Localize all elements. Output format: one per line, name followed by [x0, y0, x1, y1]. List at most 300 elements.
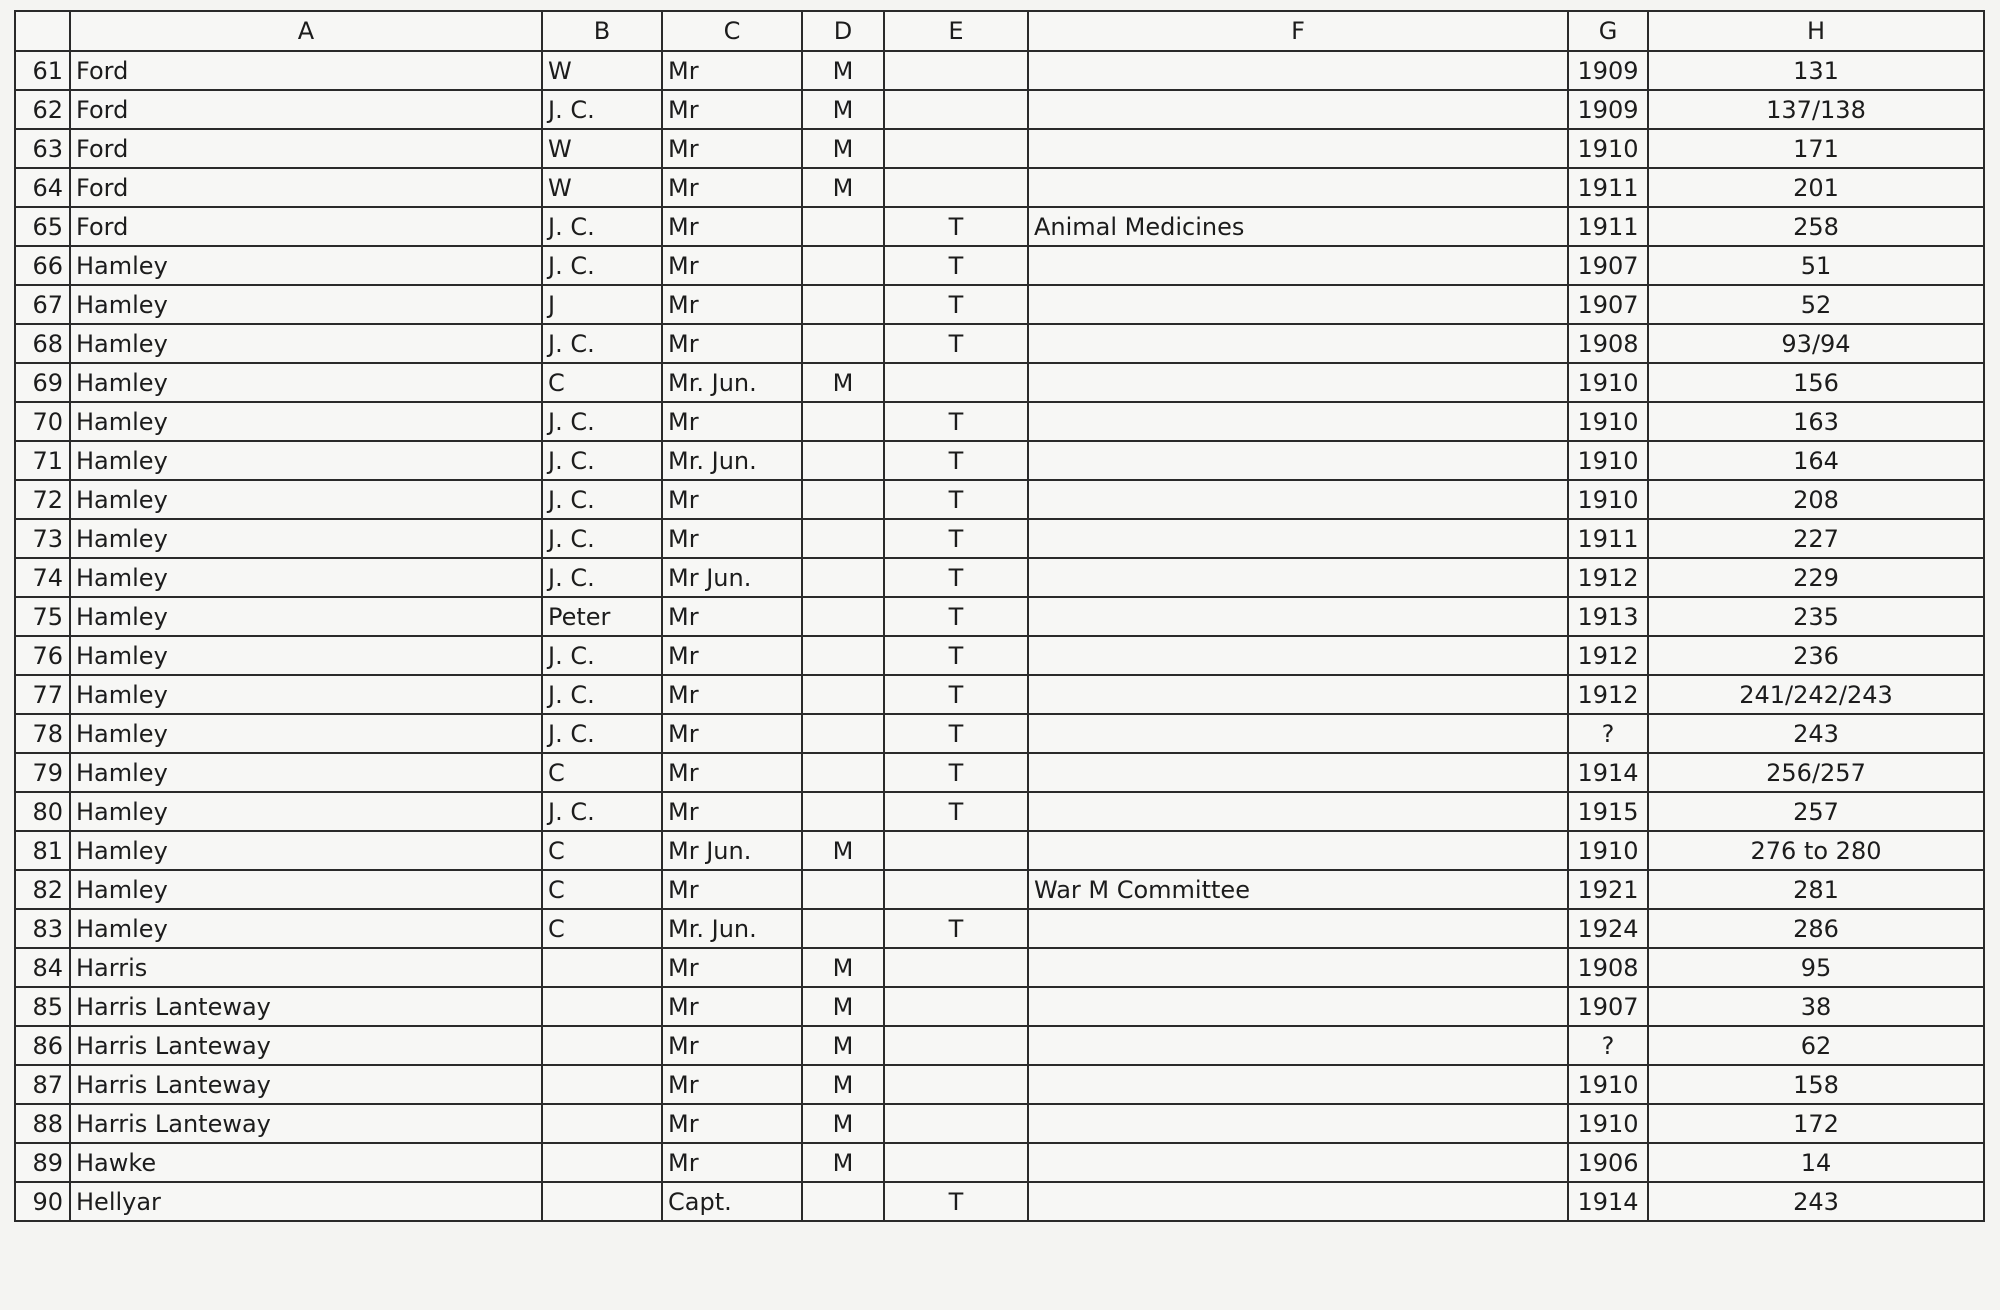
cell-a[interactable]: Hamley — [70, 285, 542, 324]
cell-e[interactable] — [884, 1104, 1028, 1143]
cell-c[interactable]: Mr — [662, 1026, 802, 1065]
cell-b[interactable]: W — [542, 129, 662, 168]
cell-c[interactable]: Mr — [662, 1065, 802, 1104]
cell-d[interactable] — [802, 480, 884, 519]
cell-c[interactable]: Mr — [662, 753, 802, 792]
cell-c[interactable]: Mr — [662, 402, 802, 441]
cell-f[interactable] — [1028, 246, 1568, 285]
cell-a[interactable]: Hamley — [70, 324, 542, 363]
cell-h[interactable]: 286 — [1648, 909, 1984, 948]
cell-d[interactable]: M — [802, 363, 884, 402]
cell-g[interactable]: 1911 — [1568, 207, 1648, 246]
cell-a[interactable]: Harris Lanteway — [70, 987, 542, 1026]
cell-b[interactable]: J. C. — [542, 792, 662, 831]
cell-a[interactable]: Harris Lanteway — [70, 1104, 542, 1143]
cell-h[interactable]: 171 — [1648, 129, 1984, 168]
cell-f[interactable] — [1028, 1182, 1568, 1221]
cell-a[interactable]: Hamley — [70, 753, 542, 792]
cell-a[interactable]: Ford — [70, 129, 542, 168]
cell-f[interactable] — [1028, 714, 1568, 753]
cell-a[interactable]: Hamley — [70, 675, 542, 714]
corner-cell[interactable] — [15, 11, 70, 51]
table-row — [15, 909, 1984, 948]
table-row — [15, 519, 1984, 558]
cell-a[interactable]: Hawke — [70, 1143, 542, 1182]
cell-d[interactable] — [802, 792, 884, 831]
cell-a[interactable]: Hamley — [70, 480, 542, 519]
cell-d[interactable]: M — [802, 129, 884, 168]
cell-c[interactable]: Mr — [662, 636, 802, 675]
row-number[interactable]: 88 — [15, 1104, 70, 1143]
cell-f[interactable] — [1028, 597, 1568, 636]
cell-b[interactable]: C — [542, 870, 662, 909]
cell-c[interactable]: Mr — [662, 519, 802, 558]
cell-b[interactable]: J. C. — [542, 480, 662, 519]
cell-e[interactable] — [884, 870, 1028, 909]
table-row — [15, 792, 1984, 831]
cell-e[interactable] — [884, 90, 1028, 129]
cell-h[interactable]: 95 — [1648, 948, 1984, 987]
cell-h[interactable]: 201 — [1648, 168, 1984, 207]
cell-b[interactable]: C — [542, 363, 662, 402]
cell-g[interactable]: 1910 — [1568, 363, 1648, 402]
cell-b[interactable]: J. C. — [542, 714, 662, 753]
cell-f[interactable]: War M Committee — [1028, 870, 1568, 909]
column-header-d[interactable]: D — [802, 11, 884, 51]
cell-g[interactable]: 1907 — [1568, 246, 1648, 285]
row-number[interactable]: 81 — [15, 831, 70, 870]
cell-f[interactable] — [1028, 168, 1568, 207]
cell-f[interactable] — [1028, 987, 1568, 1026]
cell-f[interactable] — [1028, 363, 1568, 402]
cell-h[interactable]: 229 — [1648, 558, 1984, 597]
cell-f[interactable] — [1028, 1104, 1568, 1143]
cell-f[interactable] — [1028, 792, 1568, 831]
cell-e[interactable]: T — [884, 402, 1028, 441]
cell-f[interactable] — [1028, 1065, 1568, 1104]
cell-g[interactable]: 1910 — [1568, 480, 1648, 519]
cell-g[interactable]: 1911 — [1568, 519, 1648, 558]
cell-a[interactable]: Hamley — [70, 363, 542, 402]
cell-h[interactable]: 256/257 — [1648, 753, 1984, 792]
table-row — [15, 129, 1984, 168]
cell-b[interactable]: J. C. — [542, 402, 662, 441]
row-number[interactable]: 76 — [15, 636, 70, 675]
cell-h[interactable]: 243 — [1648, 714, 1984, 753]
row-number[interactable]: 64 — [15, 168, 70, 207]
row-number[interactable]: 66 — [15, 246, 70, 285]
row-number[interactable]: 67 — [15, 285, 70, 324]
cell-f[interactable] — [1028, 753, 1568, 792]
cell-a[interactable]: Hamley — [70, 441, 542, 480]
cell-a[interactable]: Ford — [70, 51, 542, 90]
cell-f[interactable] — [1028, 324, 1568, 363]
cell-h[interactable]: 137/138 — [1648, 90, 1984, 129]
cell-a[interactable]: Hamley — [70, 831, 542, 870]
cell-h[interactable]: 93/94 — [1648, 324, 1984, 363]
cell-g[interactable]: 1910 — [1568, 1104, 1648, 1143]
cell-d[interactable]: M — [802, 90, 884, 129]
row-number[interactable]: 78 — [15, 714, 70, 753]
table-row — [15, 558, 1984, 597]
cell-e[interactable]: T — [884, 285, 1028, 324]
cell-b[interactable]: W — [542, 51, 662, 90]
cell-f[interactable] — [1028, 948, 1568, 987]
cell-b[interactable]: J. C. — [542, 519, 662, 558]
cell-e[interactable]: T — [884, 675, 1028, 714]
row-number[interactable]: 70 — [15, 402, 70, 441]
cell-c[interactable]: Mr Jun. — [662, 831, 802, 870]
column-header-g[interactable]: G — [1568, 11, 1648, 51]
row-number[interactable]: 72 — [15, 480, 70, 519]
cell-b[interactable]: J. C. — [542, 558, 662, 597]
cell-h[interactable]: 276 to 280 — [1648, 831, 1984, 870]
cell-e[interactable] — [884, 51, 1028, 90]
cell-c[interactable]: Mr. Jun. — [662, 363, 802, 402]
cell-c[interactable]: Mr — [662, 168, 802, 207]
row-number[interactable]: 86 — [15, 1026, 70, 1065]
cell-g[interactable]: 1912 — [1568, 636, 1648, 675]
cell-b[interactable]: J. C. — [542, 675, 662, 714]
cell-h[interactable]: 208 — [1648, 480, 1984, 519]
column-header-e[interactable]: E — [884, 11, 1028, 51]
cell-e[interactable] — [884, 1065, 1028, 1104]
cell-c[interactable]: Mr. Jun. — [662, 441, 802, 480]
cell-f[interactable] — [1028, 129, 1568, 168]
cell-g[interactable]: 1924 — [1568, 909, 1648, 948]
cell-a[interactable]: Hellyar — [70, 1182, 542, 1221]
cell-b[interactable] — [542, 1182, 662, 1221]
cell-a[interactable]: Ford — [70, 90, 542, 129]
cell-g[interactable]: 1909 — [1568, 90, 1648, 129]
table-row — [15, 987, 1984, 1026]
cell-g[interactable]: 1913 — [1568, 597, 1648, 636]
cell-g[interactable]: 1910 — [1568, 1065, 1648, 1104]
cell-d[interactable] — [802, 753, 884, 792]
cell-e[interactable] — [884, 168, 1028, 207]
cell-g[interactable]: 1912 — [1568, 675, 1648, 714]
cell-h[interactable]: 158 — [1648, 1065, 1984, 1104]
cell-d[interactable] — [802, 558, 884, 597]
row-number[interactable]: 83 — [15, 909, 70, 948]
cell-c[interactable]: Mr — [662, 480, 802, 519]
table-row — [15, 1065, 1984, 1104]
cell-c[interactable]: Mr — [662, 948, 802, 987]
cell-f[interactable] — [1028, 831, 1568, 870]
cell-d[interactable]: M — [802, 1026, 884, 1065]
cell-g[interactable]: 1908 — [1568, 324, 1648, 363]
column-header-b[interactable]: B — [542, 11, 662, 51]
cell-f[interactable] — [1028, 51, 1568, 90]
cell-b[interactable] — [542, 1104, 662, 1143]
row-number[interactable]: 68 — [15, 324, 70, 363]
table-row — [15, 90, 1984, 129]
cell-a[interactable]: Harris Lanteway — [70, 1065, 542, 1104]
cell-d[interactable]: M — [802, 1143, 884, 1182]
cell-f[interactable] — [1028, 1143, 1568, 1182]
cell-g[interactable]: 1921 — [1568, 870, 1648, 909]
cell-d[interactable] — [802, 441, 884, 480]
cell-e[interactable] — [884, 1026, 1028, 1065]
column-header-a[interactable]: A — [70, 11, 542, 51]
cell-c[interactable]: Mr — [662, 324, 802, 363]
cell-e[interactable]: T — [884, 246, 1028, 285]
cell-d[interactable]: M — [802, 948, 884, 987]
row-number[interactable]: 73 — [15, 519, 70, 558]
cell-e[interactable] — [884, 948, 1028, 987]
cell-h[interactable]: 227 — [1648, 519, 1984, 558]
cell-f[interactable] — [1028, 675, 1568, 714]
cell-e[interactable]: T — [884, 636, 1028, 675]
cell-g[interactable]: 1906 — [1568, 1143, 1648, 1182]
cell-c[interactable]: Mr — [662, 714, 802, 753]
cell-b[interactable] — [542, 987, 662, 1026]
cell-g[interactable]: 1909 — [1568, 51, 1648, 90]
cell-a[interactable]: Ford — [70, 207, 542, 246]
cell-g[interactable]: 1910 — [1568, 831, 1648, 870]
column-header-f[interactable]: F — [1028, 11, 1568, 51]
column-header-c[interactable]: C — [662, 11, 802, 51]
cell-g[interactable]: 1910 — [1568, 402, 1648, 441]
cell-b[interactable] — [542, 1026, 662, 1065]
cell-b[interactable]: Peter — [542, 597, 662, 636]
row-number[interactable]: 75 — [15, 597, 70, 636]
cell-g[interactable]: 1910 — [1568, 441, 1648, 480]
row-number[interactable]: 80 — [15, 792, 70, 831]
cell-g[interactable]: 1915 — [1568, 792, 1648, 831]
cell-g[interactable]: 1911 — [1568, 168, 1648, 207]
row-number[interactable]: 77 — [15, 675, 70, 714]
cell-d[interactable] — [802, 870, 884, 909]
cell-h[interactable]: 156 — [1648, 363, 1984, 402]
cell-d[interactable] — [802, 1182, 884, 1221]
row-number[interactable]: 90 — [15, 1182, 70, 1221]
table-row — [15, 441, 1984, 480]
cell-c[interactable]: Mr — [662, 870, 802, 909]
cell-h[interactable]: 163 — [1648, 402, 1984, 441]
cell-e[interactable]: T — [884, 480, 1028, 519]
cell-e[interactable]: T — [884, 909, 1028, 948]
cell-e[interactable]: T — [884, 597, 1028, 636]
cell-a[interactable]: Hamley — [70, 714, 542, 753]
table-row — [15, 285, 1984, 324]
cell-d[interactable] — [802, 675, 884, 714]
row-number[interactable]: 63 — [15, 129, 70, 168]
spreadsheet-table — [14, 10, 1985, 1222]
cell-b[interactable] — [542, 1065, 662, 1104]
column-header-h[interactable]: H — [1648, 11, 1984, 51]
cell-g[interactable]: 1912 — [1568, 558, 1648, 597]
cell-a[interactable]: Hamley — [70, 792, 542, 831]
cell-h[interactable]: 281 — [1648, 870, 1984, 909]
cell-f[interactable] — [1028, 909, 1568, 948]
row-number[interactable]: 85 — [15, 987, 70, 1026]
cell-b[interactable]: J. C. — [542, 636, 662, 675]
cell-c[interactable]: Mr — [662, 246, 802, 285]
cell-b[interactable] — [542, 948, 662, 987]
cell-c[interactable]: Mr — [662, 51, 802, 90]
row-number[interactable]: 65 — [15, 207, 70, 246]
table-row — [15, 402, 1984, 441]
cell-a[interactable]: Hamley — [70, 402, 542, 441]
cell-d[interactable]: M — [802, 51, 884, 90]
cell-d[interactable] — [802, 402, 884, 441]
cell-e[interactable]: T — [884, 714, 1028, 753]
cell-h[interactable]: 235 — [1648, 597, 1984, 636]
row-number[interactable]: 69 — [15, 363, 70, 402]
cell-h[interactable]: 14 — [1648, 1143, 1984, 1182]
cell-h[interactable]: 38 — [1648, 987, 1984, 1026]
cell-b[interactable] — [542, 1143, 662, 1182]
cell-f[interactable] — [1028, 90, 1568, 129]
cell-a[interactable]: Hamley — [70, 909, 542, 948]
cell-c[interactable]: Mr — [662, 597, 802, 636]
cell-h[interactable]: 164 — [1648, 441, 1984, 480]
cell-g[interactable]: 1910 — [1568, 129, 1648, 168]
row-number[interactable]: 84 — [15, 948, 70, 987]
cell-d[interactable] — [802, 519, 884, 558]
cell-d[interactable]: M — [802, 831, 884, 870]
cell-e[interactable] — [884, 987, 1028, 1026]
cell-f[interactable] — [1028, 519, 1568, 558]
cell-c[interactable]: Capt. — [662, 1182, 802, 1221]
cell-d[interactable] — [802, 207, 884, 246]
cell-f[interactable] — [1028, 636, 1568, 675]
cell-d[interactable]: M — [802, 1104, 884, 1143]
cell-b[interactable]: C — [542, 909, 662, 948]
table-row — [15, 831, 1984, 870]
cell-a[interactable]: Hamley — [70, 636, 542, 675]
row-number[interactable]: 74 — [15, 558, 70, 597]
row-number[interactable]: 79 — [15, 753, 70, 792]
cell-b[interactable]: J. C. — [542, 324, 662, 363]
cell-f[interactable] — [1028, 1026, 1568, 1065]
cell-a[interactable]: Hamley — [70, 597, 542, 636]
row-number[interactable]: 82 — [15, 870, 70, 909]
cell-h[interactable]: 236 — [1648, 636, 1984, 675]
row-number[interactable]: 62 — [15, 90, 70, 129]
cell-a[interactable]: Hamley — [70, 558, 542, 597]
cell-h[interactable]: 51 — [1648, 246, 1984, 285]
table-row — [15, 1182, 1984, 1221]
cell-d[interactable] — [802, 324, 884, 363]
cell-f[interactable]: Animal Medicines — [1028, 207, 1568, 246]
cell-b[interactable]: J. C. — [542, 207, 662, 246]
cell-g[interactable]: 1914 — [1568, 1182, 1648, 1221]
cell-c[interactable]: Mr — [662, 1104, 802, 1143]
cell-e[interactable]: T — [884, 441, 1028, 480]
cell-d[interactable] — [802, 909, 884, 948]
cell-b[interactable]: J — [542, 285, 662, 324]
cell-d[interactable]: M — [802, 1065, 884, 1104]
cell-a[interactable]: Hamley — [70, 870, 542, 909]
cell-h[interactable]: 258 — [1648, 207, 1984, 246]
cell-g[interactable]: 1907 — [1568, 285, 1648, 324]
cell-c[interactable]: Mr — [662, 90, 802, 129]
cell-a[interactable]: Hamley — [70, 246, 542, 285]
cell-d[interactable] — [802, 714, 884, 753]
cell-g[interactable]: ? — [1568, 1026, 1648, 1065]
row-number[interactable]: 87 — [15, 1065, 70, 1104]
cell-b[interactable]: C — [542, 831, 662, 870]
table-row — [15, 324, 1984, 363]
cell-f[interactable] — [1028, 558, 1568, 597]
cell-c[interactable]: Mr — [662, 675, 802, 714]
cell-d[interactable]: M — [802, 168, 884, 207]
table-row — [15, 1143, 1984, 1182]
table-row — [15, 168, 1984, 207]
cell-f[interactable] — [1028, 480, 1568, 519]
cell-c[interactable]: Mr — [662, 792, 802, 831]
row-number[interactable]: 71 — [15, 441, 70, 480]
cell-h[interactable]: 172 — [1648, 1104, 1984, 1143]
cell-h[interactable]: 243 — [1648, 1182, 1984, 1221]
cell-e[interactable]: T — [884, 792, 1028, 831]
cell-e[interactable] — [884, 1143, 1028, 1182]
cell-e[interactable] — [884, 363, 1028, 402]
cell-e[interactable]: T — [884, 519, 1028, 558]
cell-f[interactable] — [1028, 285, 1568, 324]
cell-e[interactable] — [884, 129, 1028, 168]
cell-c[interactable]: Mr — [662, 207, 802, 246]
cell-h[interactable]: 241/242/243 — [1648, 675, 1984, 714]
cell-a[interactable]: Harris Lanteway — [70, 1026, 542, 1065]
cell-g[interactable]: ? — [1568, 714, 1648, 753]
cell-g[interactable]: 1908 — [1568, 948, 1648, 987]
cell-d[interactable] — [802, 597, 884, 636]
cell-a[interactable]: Harris — [70, 948, 542, 987]
cell-c[interactable]: Mr — [662, 129, 802, 168]
row-number[interactable]: 89 — [15, 1143, 70, 1182]
cell-b[interactable]: J. C. — [542, 441, 662, 480]
cell-f[interactable] — [1028, 441, 1568, 480]
table-row — [15, 636, 1984, 675]
cell-d[interactable]: M — [802, 987, 884, 1026]
cell-c[interactable]: Mr. Jun. — [662, 909, 802, 948]
cell-e[interactable]: T — [884, 324, 1028, 363]
cell-c[interactable]: Mr — [662, 1143, 802, 1182]
cell-e[interactable]: T — [884, 1182, 1028, 1221]
cell-e[interactable] — [884, 831, 1028, 870]
cell-e[interactable]: T — [884, 753, 1028, 792]
cell-a[interactable]: Ford — [70, 168, 542, 207]
table-row — [15, 1026, 1984, 1065]
cell-e[interactable]: T — [884, 207, 1028, 246]
cell-b[interactable]: W — [542, 168, 662, 207]
cell-c[interactable]: Mr Jun. — [662, 558, 802, 597]
cell-g[interactable]: 1914 — [1568, 753, 1648, 792]
cell-b[interactable]: C — [542, 753, 662, 792]
cell-d[interactable] — [802, 636, 884, 675]
cell-d[interactable] — [802, 246, 884, 285]
cell-c[interactable]: Mr — [662, 285, 802, 324]
table-row — [15, 948, 1984, 987]
cell-h[interactable]: 52 — [1648, 285, 1984, 324]
cell-h[interactable]: 257 — [1648, 792, 1984, 831]
table-row — [15, 675, 1984, 714]
cell-b[interactable]: J. C. — [542, 90, 662, 129]
cell-a[interactable]: Hamley — [70, 519, 542, 558]
cell-g[interactable]: 1907 — [1568, 987, 1648, 1026]
row-number[interactable]: 61 — [15, 51, 70, 90]
cell-f[interactable] — [1028, 402, 1568, 441]
cell-h[interactable]: 62 — [1648, 1026, 1984, 1065]
cell-h[interactable]: 131 — [1648, 51, 1984, 90]
cell-e[interactable]: T — [884, 558, 1028, 597]
cell-c[interactable]: Mr — [662, 987, 802, 1026]
cell-b[interactable]: J. C. — [542, 246, 662, 285]
cell-d[interactable] — [802, 285, 884, 324]
